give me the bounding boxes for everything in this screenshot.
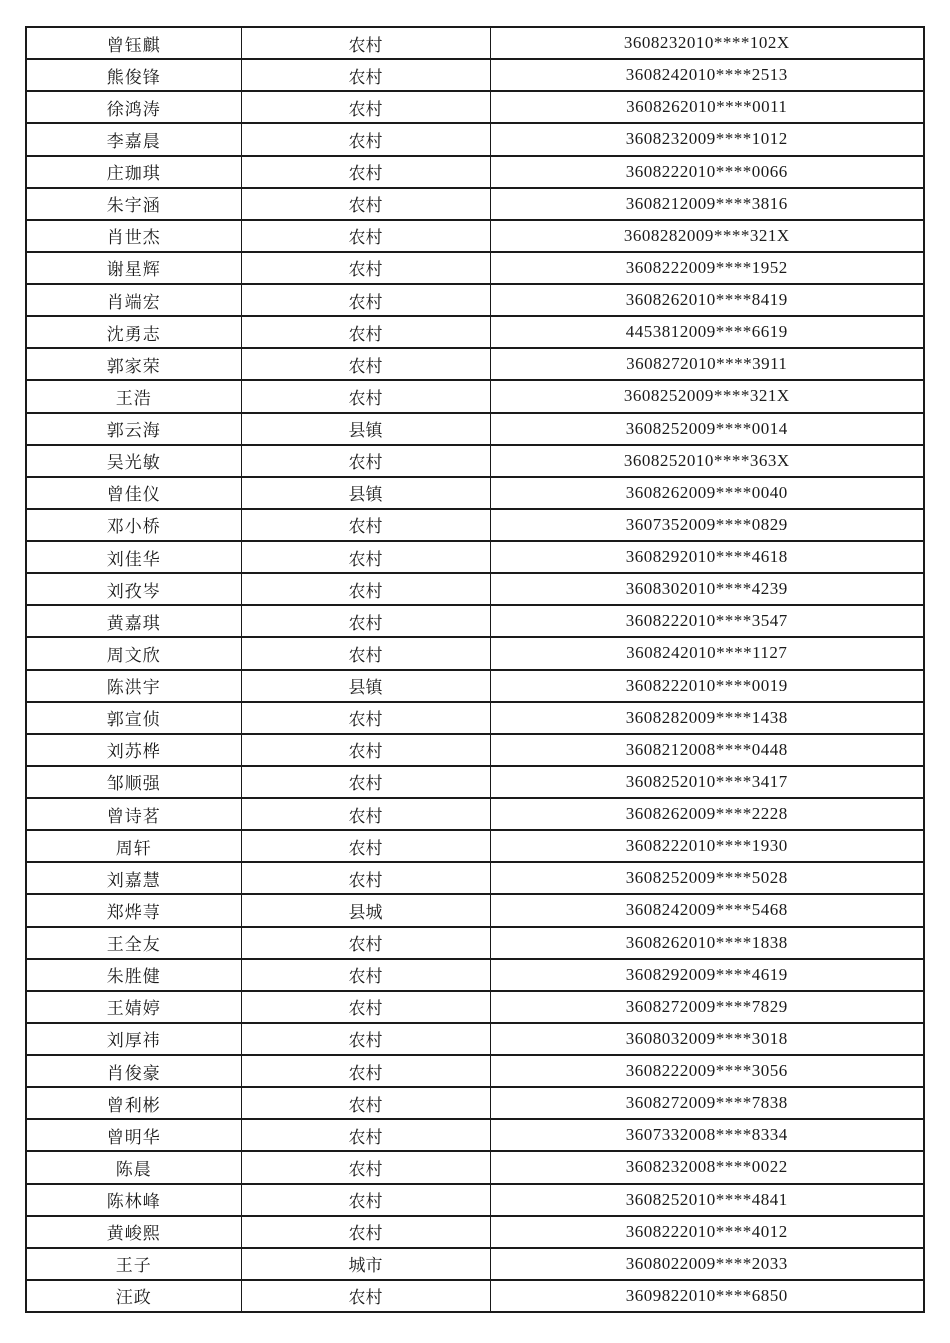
id-cell: 3608262009****0040 (490, 477, 924, 509)
region-cell: 农村 (241, 766, 490, 798)
region-cell: 农村 (241, 734, 490, 766)
id-cell: 3607332008****8334 (490, 1119, 924, 1151)
name-cell: 刘嘉慧 (26, 862, 241, 894)
region-cell: 县镇 (241, 413, 490, 445)
name-cell: 朱宇涵 (26, 188, 241, 220)
region-cell: 农村 (241, 1087, 490, 1119)
table-row (26, 1087, 924, 1119)
name-cell: 肖世杰 (26, 220, 241, 252)
id-cell: 3608212009****3816 (490, 188, 924, 220)
table-row (26, 284, 924, 316)
name-cell: 郭家荣 (26, 348, 241, 380)
id-cell: 3608232010****102X (490, 27, 924, 59)
name-cell: 王婧婷 (26, 991, 241, 1023)
name-cell: 陈晨 (26, 1151, 241, 1183)
name-cell: 郭宣侦 (26, 702, 241, 734)
region-cell: 农村 (241, 637, 490, 669)
name-cell: 朱胜健 (26, 959, 241, 991)
id-cell: 3608282009****321X (490, 220, 924, 252)
name-cell: 沈勇志 (26, 316, 241, 348)
name-cell: 曾钰麒 (26, 27, 241, 59)
region-cell: 农村 (241, 27, 490, 59)
name-cell: 吴光敏 (26, 445, 241, 477)
name-cell: 刘苏桦 (26, 734, 241, 766)
region-cell: 农村 (241, 1119, 490, 1151)
table-body (26, 27, 924, 1312)
name-cell: 李嘉晨 (26, 123, 241, 155)
table-row (26, 1248, 924, 1280)
region-cell: 农村 (241, 252, 490, 284)
table-row (26, 348, 924, 380)
id-cell: 4453812009****6619 (490, 316, 924, 348)
name-cell: 刘厚祎 (26, 1023, 241, 1055)
id-cell: 3608222010****0066 (490, 156, 924, 188)
table-row (26, 91, 924, 123)
table-row (26, 413, 924, 445)
table-row (26, 670, 924, 702)
id-cell: 3608262010****0011 (490, 91, 924, 123)
name-cell: 周轩 (26, 830, 241, 862)
name-cell: 徐鸿涛 (26, 91, 241, 123)
region-cell: 农村 (241, 1023, 490, 1055)
table-row (26, 1280, 924, 1312)
id-cell: 3608292010****4618 (490, 541, 924, 573)
region-cell: 农村 (241, 284, 490, 316)
name-cell: 肖俊豪 (26, 1055, 241, 1087)
table-row (26, 123, 924, 155)
table-row (26, 573, 924, 605)
table-row (26, 927, 924, 959)
name-cell: 陈洪宇 (26, 670, 241, 702)
id-cell: 3608272009****7829 (490, 991, 924, 1023)
name-cell: 陈林峰 (26, 1184, 241, 1216)
table-row (26, 477, 924, 509)
id-cell: 3608242010****1127 (490, 637, 924, 669)
table-row (26, 766, 924, 798)
name-cell: 邹顺强 (26, 766, 241, 798)
region-cell: 农村 (241, 316, 490, 348)
name-cell: 熊俊锋 (26, 59, 241, 91)
name-cell: 刘孜岑 (26, 573, 241, 605)
student-roster-table (25, 26, 925, 1313)
region-cell: 农村 (241, 188, 490, 220)
region-cell: 农村 (241, 445, 490, 477)
id-cell: 3608222009****3056 (490, 1055, 924, 1087)
name-cell: 郭云海 (26, 413, 241, 445)
region-cell: 农村 (241, 59, 490, 91)
id-cell: 3608232008****0022 (490, 1151, 924, 1183)
table-row (26, 894, 924, 926)
region-cell: 农村 (241, 1184, 490, 1216)
id-cell: 3609822010****6850 (490, 1280, 924, 1312)
region-cell: 农村 (241, 123, 490, 155)
id-cell: 3608262010****8419 (490, 284, 924, 316)
region-cell: 农村 (241, 862, 490, 894)
region-cell: 城市 (241, 1248, 490, 1280)
region-cell: 农村 (241, 573, 490, 605)
id-cell: 3608252009****0014 (490, 413, 924, 445)
id-cell: 3608282009****1438 (490, 702, 924, 734)
region-cell: 农村 (241, 541, 490, 573)
table-row (26, 509, 924, 541)
id-cell: 3608222010****4012 (490, 1216, 924, 1248)
region-cell: 农村 (241, 220, 490, 252)
region-cell: 农村 (241, 798, 490, 830)
table-row (26, 1119, 924, 1151)
region-cell: 农村 (241, 1055, 490, 1087)
region-cell: 农村 (241, 927, 490, 959)
id-cell: 3608212008****0448 (490, 734, 924, 766)
region-cell: 农村 (241, 830, 490, 862)
table-row (26, 959, 924, 991)
region-cell: 农村 (241, 702, 490, 734)
id-cell: 3608252009****5028 (490, 862, 924, 894)
region-cell: 农村 (241, 348, 490, 380)
region-cell: 农村 (241, 380, 490, 412)
id-cell: 3608032009****3018 (490, 1023, 924, 1055)
table-row (26, 252, 924, 284)
table-row (26, 1184, 924, 1216)
name-cell: 曾佳仪 (26, 477, 241, 509)
id-cell: 3608242010****2513 (490, 59, 924, 91)
region-cell: 农村 (241, 605, 490, 637)
region-cell: 县镇 (241, 670, 490, 702)
id-cell: 3608262009****2228 (490, 798, 924, 830)
id-cell: 3608252010****3417 (490, 766, 924, 798)
id-cell: 3608272009****7838 (490, 1087, 924, 1119)
table-row (26, 27, 924, 59)
id-cell: 3608222010****3547 (490, 605, 924, 637)
id-cell: 3608292009****4619 (490, 959, 924, 991)
region-cell: 农村 (241, 156, 490, 188)
table-row (26, 316, 924, 348)
table-row (26, 637, 924, 669)
name-cell: 汪政 (26, 1280, 241, 1312)
id-cell: 3608252009****321X (490, 380, 924, 412)
name-cell: 曾利彬 (26, 1087, 241, 1119)
region-cell: 农村 (241, 991, 490, 1023)
id-cell: 3608272010****3911 (490, 348, 924, 380)
table-row (26, 1055, 924, 1087)
id-cell: 3608242009****5468 (490, 894, 924, 926)
id-cell: 3608262010****1838 (490, 927, 924, 959)
table-row (26, 862, 924, 894)
table-row (26, 1023, 924, 1055)
region-cell: 农村 (241, 1151, 490, 1183)
name-cell: 黄峻熙 (26, 1216, 241, 1248)
name-cell: 邓小桥 (26, 509, 241, 541)
id-cell: 3607352009****0829 (490, 509, 924, 541)
name-cell: 王浩 (26, 380, 241, 412)
id-cell: 3608252010****4841 (490, 1184, 924, 1216)
name-cell: 谢星辉 (26, 252, 241, 284)
table-row (26, 156, 924, 188)
id-cell: 3608222010****0019 (490, 670, 924, 702)
region-cell: 农村 (241, 509, 490, 541)
id-cell: 3608232009****1012 (490, 123, 924, 155)
region-cell: 县镇 (241, 477, 490, 509)
name-cell: 曾明华 (26, 1119, 241, 1151)
table-row (26, 1151, 924, 1183)
name-cell: 周文欣 (26, 637, 241, 669)
table-row (26, 541, 924, 573)
id-cell: 3608022009****2033 (490, 1248, 924, 1280)
name-cell: 庄珈琪 (26, 156, 241, 188)
table-row (26, 734, 924, 766)
id-cell: 3608222010****1930 (490, 830, 924, 862)
region-cell: 农村 (241, 959, 490, 991)
region-cell: 农村 (241, 1216, 490, 1248)
table-row (26, 220, 924, 252)
table-row (26, 1216, 924, 1248)
id-cell: 3608302010****4239 (490, 573, 924, 605)
name-cell: 肖端宏 (26, 284, 241, 316)
id-cell: 3608222009****1952 (490, 252, 924, 284)
table-row (26, 798, 924, 830)
name-cell: 王全友 (26, 927, 241, 959)
table-row (26, 59, 924, 91)
name-cell: 刘佳华 (26, 541, 241, 573)
table-row (26, 702, 924, 734)
name-cell: 黄嘉琪 (26, 605, 241, 637)
table-row (26, 188, 924, 220)
name-cell: 王子 (26, 1248, 241, 1280)
region-cell: 农村 (241, 91, 490, 123)
region-cell: 县城 (241, 894, 490, 926)
table-row (26, 380, 924, 412)
name-cell: 郑烨荨 (26, 894, 241, 926)
table-row (26, 830, 924, 862)
table-row (26, 445, 924, 477)
table-row (26, 991, 924, 1023)
table-row (26, 605, 924, 637)
name-cell: 曾诗茗 (26, 798, 241, 830)
id-cell: 3608252010****363X (490, 445, 924, 477)
region-cell: 农村 (241, 1280, 490, 1312)
